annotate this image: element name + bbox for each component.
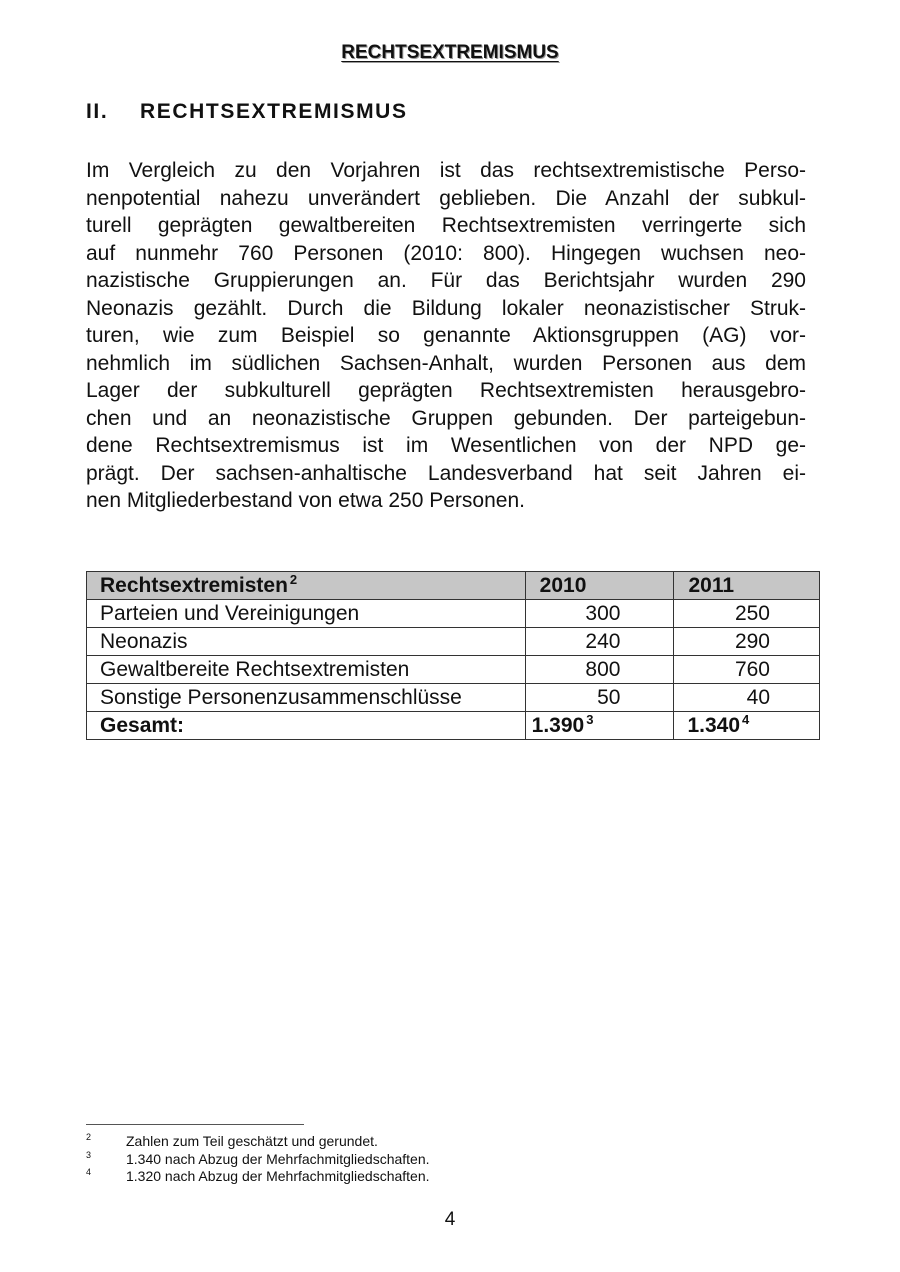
row-label: Gewaltbereite Rechtsextremisten xyxy=(87,656,526,684)
row-value-2010: 240 xyxy=(525,628,674,656)
body-line: Im Vergleich zu den Vorjahren ist das rechtsextremistische Perso- xyxy=(86,159,806,182)
table-body xyxy=(87,600,820,712)
row-value-2010: 800 xyxy=(525,656,674,684)
body-line: nehmlich im südlichen Sachsen-Anhalt, wurden Personen aus dem xyxy=(86,351,806,375)
section-number: II. xyxy=(86,100,109,123)
footnote-mark: 4 xyxy=(86,1167,92,1177)
footnote-text: Zahlen zum Teil geschätzt und gerundet. xyxy=(126,1133,378,1149)
row-value-2010: 300 xyxy=(525,600,674,628)
body-line: turen, wie zum Beispiel so genannte Aktionsgruppen (AG) vor- xyxy=(86,324,806,347)
footnote-ref: 4 xyxy=(742,712,750,727)
row-label: Parteien und Vereinigungen xyxy=(87,600,526,628)
body-line: nen Mitgliederbestand von etwa 250 Personen. xyxy=(86,489,525,512)
table-header-row xyxy=(87,572,820,600)
table-row xyxy=(87,628,820,656)
footnote-text: 1.320 nach Abzug der Mehrfachmitgliedschaften. xyxy=(126,1168,430,1184)
table-row xyxy=(87,656,820,684)
extremists-table xyxy=(86,571,820,740)
footnote-ref: 3 xyxy=(586,712,594,727)
body-line: Lager der subkulturell geprägten Rechtsextremisten herausgebro- xyxy=(86,379,806,402)
page-number: 4 xyxy=(444,1209,456,1230)
table-row xyxy=(87,600,820,628)
header-2010: 2010 xyxy=(525,572,674,600)
total-2011-cell xyxy=(674,712,820,740)
row-value-2011: 760 xyxy=(674,656,820,684)
row-value-2011: 40 xyxy=(674,684,820,712)
body-line: chen und an neonazistische Gruppen gebunden. Der parteigebun- xyxy=(86,406,806,430)
table-row xyxy=(87,684,820,712)
table-total xyxy=(87,712,820,740)
row-value-2011: 290 xyxy=(674,628,820,656)
footnote-divider xyxy=(86,1124,304,1125)
footnote-mark: 2 xyxy=(86,1132,92,1142)
body-line: turell geprägten gewaltbereiten Rechtsextremisten verringerte sich xyxy=(86,214,806,237)
body-line: dene Rechtsextremismus ist im Wesentlichen von der NPD ge- xyxy=(86,434,806,457)
total-value-2010: 1.390 xyxy=(531,714,585,737)
total-label: Gesamt: xyxy=(87,712,526,740)
running-header: RECHTSEXTREMISMUS xyxy=(341,42,559,63)
footnote-mark: 3 xyxy=(86,1149,92,1160)
body-line: nenpotential nahezu unverändert geblieben. Die Anzahl der subkul- xyxy=(86,186,806,210)
footnote-ref: 2 xyxy=(289,572,298,587)
row-label: Neonazis xyxy=(87,628,526,656)
body-line: Neonazis gezählt. Durch die Bildung lokaler neonazistischer Struk- xyxy=(86,296,806,320)
table-total-row xyxy=(87,712,820,740)
body-paragraph xyxy=(86,157,806,515)
row-label: Sonstige Personenzusammenschlüsse xyxy=(87,684,526,712)
section-title: RECHTSEXTREMISMUS xyxy=(140,100,408,123)
footnote-text: 1.340 nach Abzug der Mehrfachmitgliedschaften. xyxy=(126,1150,430,1167)
row-value-2010: 50 xyxy=(525,684,674,712)
header-2011: 2011 xyxy=(674,572,820,600)
header-label-cell xyxy=(87,572,526,600)
table-header xyxy=(87,572,820,600)
total-value-2011: 1.340 xyxy=(687,714,741,737)
body-line: auf nunmehr 760 Personen (2010: 800). Hingegen wuchsen neo- xyxy=(86,241,806,265)
body-line: nazistische Gruppierungen an. Für das Berichtsjahr wurden 290 xyxy=(86,269,806,292)
total-2010-cell xyxy=(525,712,674,740)
body-line: prägt. Der sachsen-anhaltische Landesverband hat seit Jahren ei- xyxy=(86,461,806,485)
row-value-2011: 250 xyxy=(674,600,820,628)
section-heading xyxy=(86,100,408,124)
header-label: Rechtsextremisten xyxy=(100,574,288,597)
